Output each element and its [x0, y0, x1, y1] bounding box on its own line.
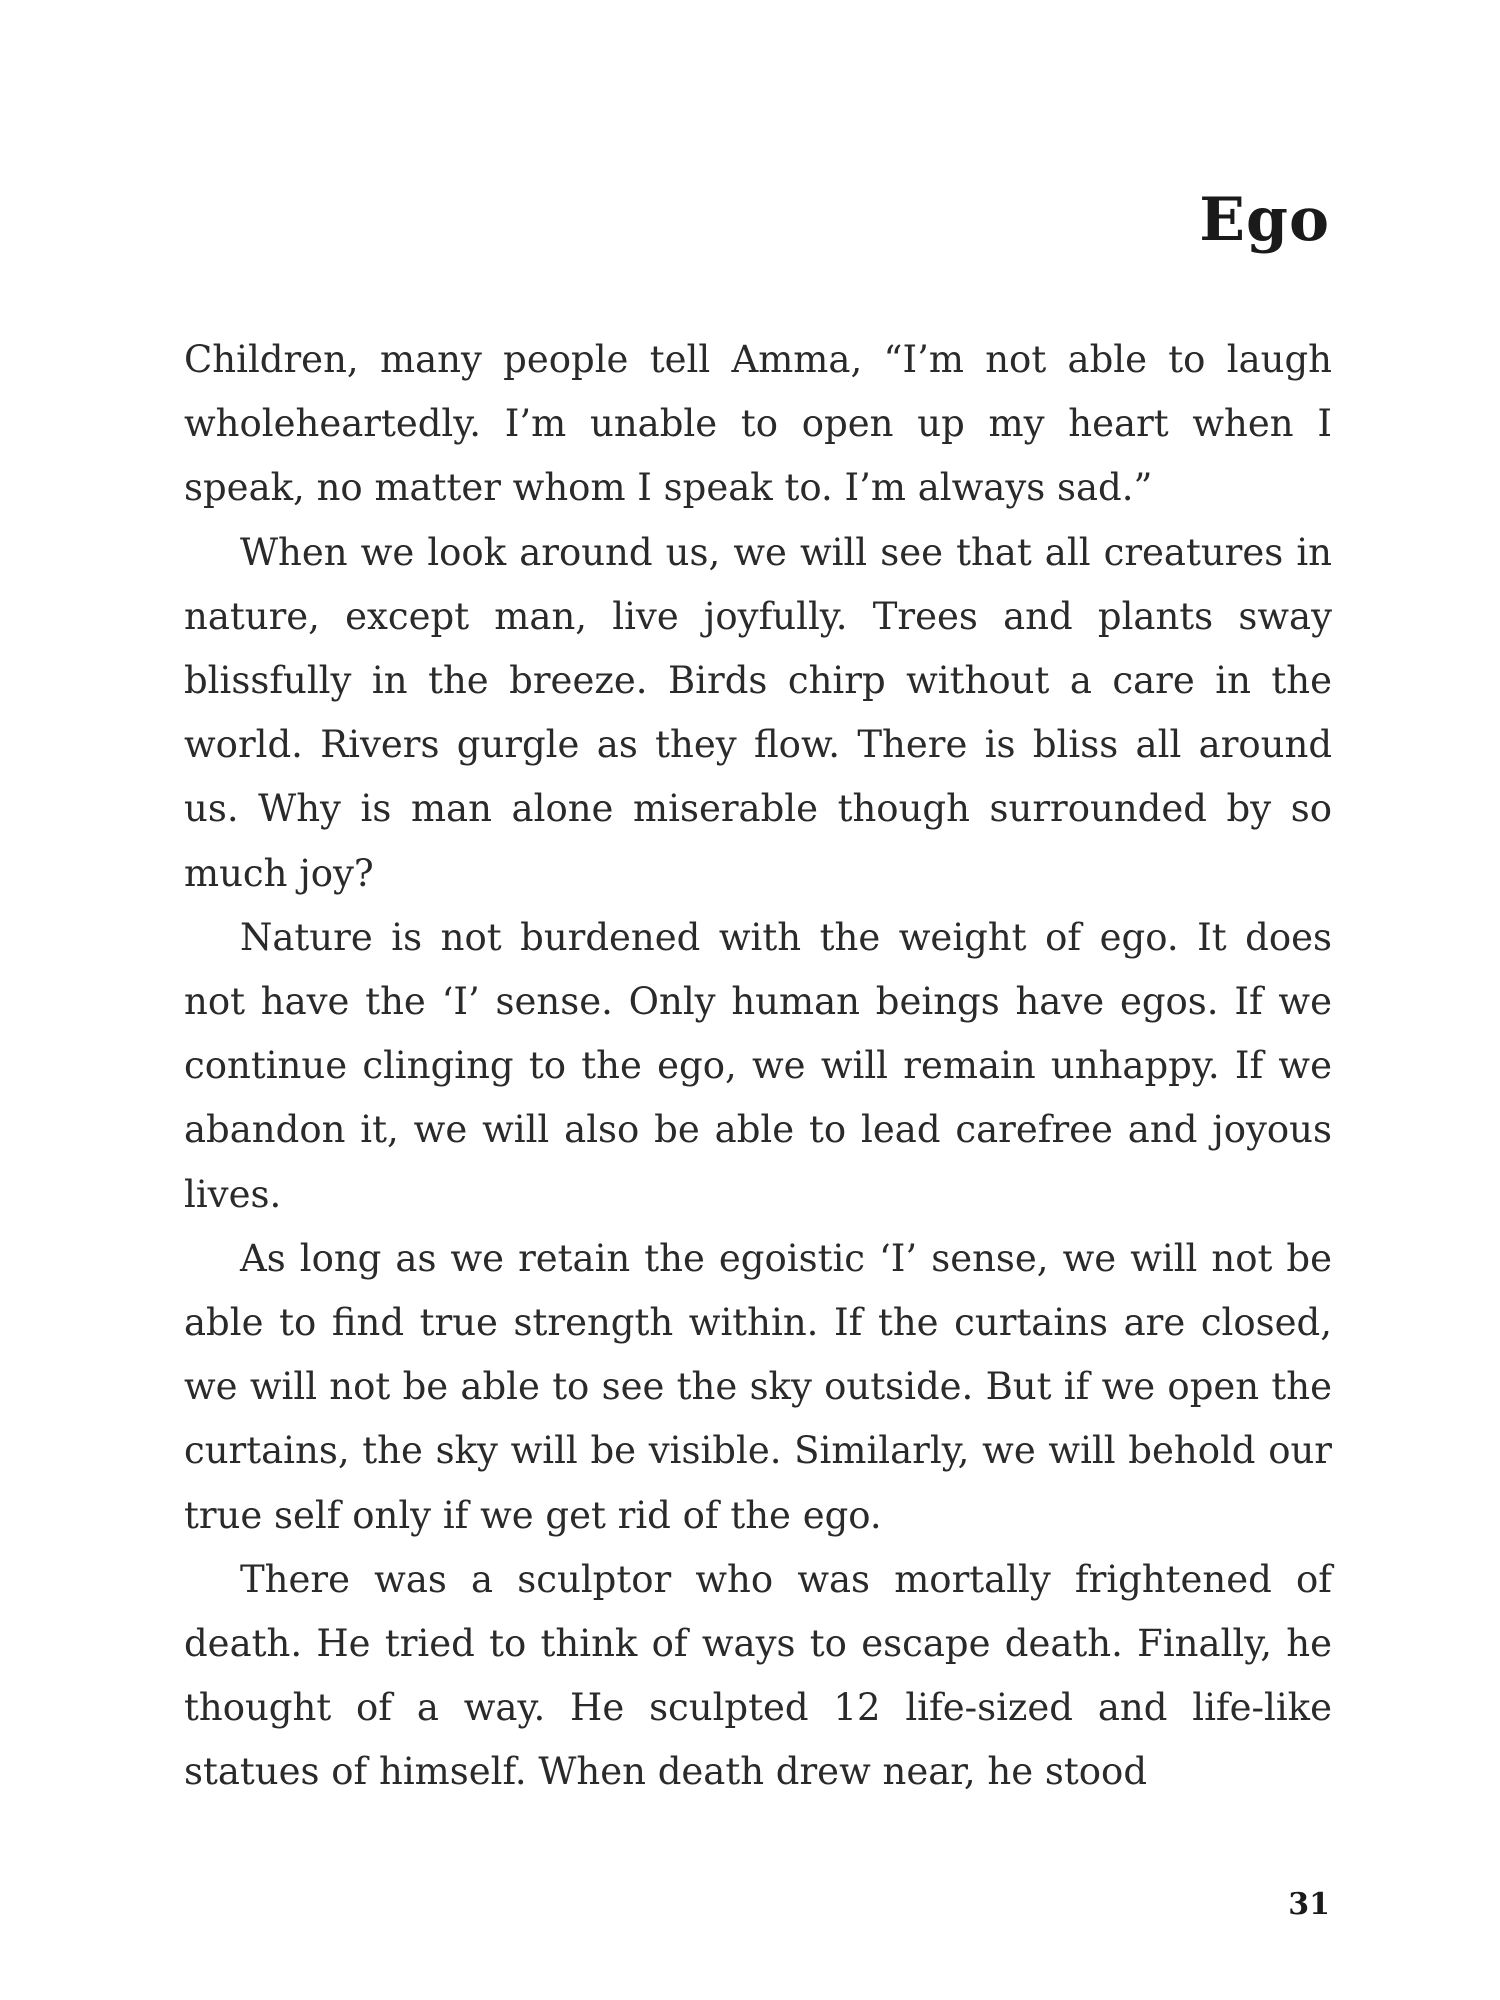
paragraph: As long as we retain the egoistic ‘I’ sense, we will not be able to find true strength within. If the curtains are closed, we will not be able to see the sky outside. But if we open the curtains, the sky will be visible. Similarly, we will behold our true self only if we get rid of the ego.	[184, 1236, 1332, 1537]
paragraph: When we look around us, we will see that all creatures in nature, except man, live joyfully. Trees and plants sway blissfully in the breeze. Birds chirp without a care in the world. Rivers gurgle as they flow. There is bliss all around us. Why is man alone miserable though surrounded by so much joy?	[184, 530, 1332, 895]
chapter-body	[184, 328, 1332, 1805]
chapter-title: Ego	[1199, 185, 1330, 255]
paragraph: There was a sculptor who was mortally frightened of death. He tried to think of ways to escape death. Finally, he thought of a way. He sculpted 12 life-sized and life-like statues of himself. When death drew near, he stood	[184, 1557, 1332, 1794]
page-number: 31	[1288, 1887, 1330, 1922]
paragraph: Nature is not burdened with the weight of ego. It does not have the ‘I’ sense. Only human beings have egos. If we continue clinging to the ego, we will remain unhappy. If we abandon it, we will also be able to lead carefree and joyous lives.	[184, 915, 1332, 1216]
paragraph: Children, many people tell Amma, “I’m not able to laugh wholeheartedly. I’m unable to open up my heart when I speak, no matter whom I speak to. I’m always sad.”	[184, 338, 1332, 510]
